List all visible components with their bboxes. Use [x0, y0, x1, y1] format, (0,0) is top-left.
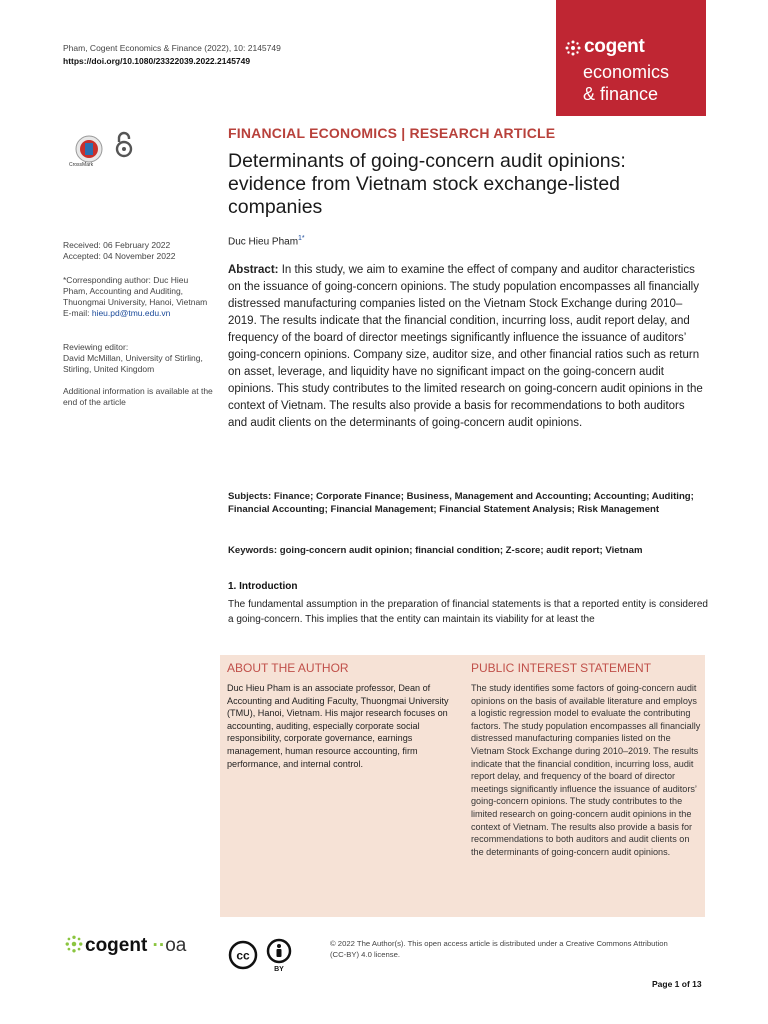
- author-line: [228, 235, 305, 247]
- citation-text: Pham, Cogent Economics & Finance (2022), 10: 2145749: [63, 43, 281, 53]
- introduction-paragraph: The fundamental assumption in the preparation of financial statements is that a reported entity is considered a going-concern. This implies that the entity can maintain its viability for at least the: [228, 599, 708, 625]
- email-label: E-mail:: [63, 308, 90, 318]
- brand-word-cogent: cogent: [584, 36, 645, 57]
- keywords: Keywords: going-concern audit opinion; financial condition; Z-score; audit report; Vietnam: [228, 545, 643, 556]
- about-author-text: Duc Hieu Pham is an associate professor, Dean of Accounting and Auditing Faculty, Thuongmai University (TMU), Hanoi, Vietnam. His major research focuses on accounting, auditing, especially corporate social responsibility, corporate governance, earnings management, human resource accounting, firm performance, and internal control.: [227, 683, 449, 769]
- crossmark-label: CrossMark: [69, 162, 94, 168]
- reviewing-editor: David McMillan, University of Stirling, Stirling, United Kingdom: [63, 353, 203, 374]
- brand-word-finance: & finance: [583, 84, 659, 104]
- cogent-oa-star-icon: [63, 935, 85, 953]
- author-name[interactable]: Duc Hieu Pham: [228, 236, 299, 248]
- section-label: FINANCIAL ECONOMICS | RESEARCH ARTICLE: [228, 125, 556, 141]
- logo-word-oa: oa: [165, 935, 187, 956]
- received-date: Received: 06 February 2022: [63, 240, 171, 250]
- public-interest-text: The study identifies some factors of going-concern audit opinions on the basis of available literature and employs a logistic regression model to evaluate the contributing factors. The study population encompasses all financially distressed manufacturing companies listed on the Vietnam Stock Exchange during 2010–2019. The results indicate that the financial condition, incurring loss, audit report delay, and frequency of the board of director meetings significantly influence the issuance of auditors’ going-concern opinions. The study contributes to the limited research on going-concern audit opinions in the context of Vietnam. The results also provide a basis for recommendations to both auditors and audit clients on the determinants of going-concern audit opinions.: [471, 683, 701, 857]
- introduction-heading: 1. Introduction: [228, 581, 298, 592]
- open-access-icon: [113, 130, 135, 158]
- creative-commons-icon[interactable]: [228, 940, 258, 970]
- abstract-text: In this study, we aim to examine the effect of company and auditor characteristics on the issuance of going-concern opinions. The study population encompasses all financially distressed manufacturing companies listed on the Vietnam Stock Exchange during 2010–2019. The results indicate that the financial condition, incurring loss, audit report delay, and frequency of the board of director meetings significantly influence the issuance of auditors’ going-concern opinions. Company size, auditor size, and other financial ratios such as return on asset, leverage, and liquidity have no significant impact on the going-concern audit opinions. This study contributes to the limited research on going-concern audit opinions in the context of Vietnam. The results also provide a basis for recommendations to both auditors and audit clients on the determinants of going-concern audit opinions.: [228, 264, 703, 429]
- reviewing-label: Reviewing editor:: [63, 342, 129, 352]
- about-author-heading: ABOUT THE AUTHOR: [227, 661, 349, 675]
- brand-word-economics: economics: [583, 62, 670, 82]
- abstract: [228, 262, 706, 432]
- cc-text: cc: [236, 948, 250, 963]
- author-affiliation-marker: 1*: [298, 235, 305, 242]
- logo-word-cogent: cogent: [85, 935, 148, 956]
- citation-block: [63, 42, 281, 68]
- doi-link[interactable]: https://doi.org/10.1080/23322039.2022.2145749: [63, 56, 251, 66]
- by-text: BY: [274, 966, 284, 972]
- cogent-oa-logo: cogent ··oa: [63, 935, 186, 957]
- dates-block: [63, 240, 213, 262]
- email-row: [63, 308, 213, 319]
- reviewing-editor-block: [63, 342, 213, 375]
- corresponding-author-block: [63, 275, 213, 319]
- journal-brand-logo: [556, 0, 706, 116]
- email-link[interactable]: hieu.pd@tmu.edu.vn: [91, 308, 171, 318]
- license-text: © 2022 The Author(s). This open access article is distributed under a Creative Commons Attribution (CC-BY) 4.0 license.: [330, 939, 668, 959]
- article-title: Determinants of going-concern audit opinions: evidence from Vietnam stock exchange-listed companies: [228, 150, 626, 218]
- public-interest-heading: PUBLIC INTEREST STATEMENT: [471, 661, 652, 675]
- abstract-label: Abstract:: [228, 264, 279, 276]
- additional-info: Additional information is available at the end of the article: [63, 386, 213, 407]
- subjects: Subjects: Finance; Corporate Finance; Business, Management and Accounting; Accounting; Auditing; Financial Accounting; Financial Management; Financial Statement Analysis; Risk Management: [228, 491, 694, 515]
- attribution-icon[interactable]: [264, 938, 294, 972]
- page-number: Page 1 of 13: [652, 979, 702, 989]
- corresponding-author: *Corresponding author: Duc Hieu Pham, Accounting and Auditing, Thuongmai University, Hanoi, Vietnam: [63, 275, 208, 307]
- accepted-date: Accepted: 04 November 2022: [63, 251, 176, 261]
